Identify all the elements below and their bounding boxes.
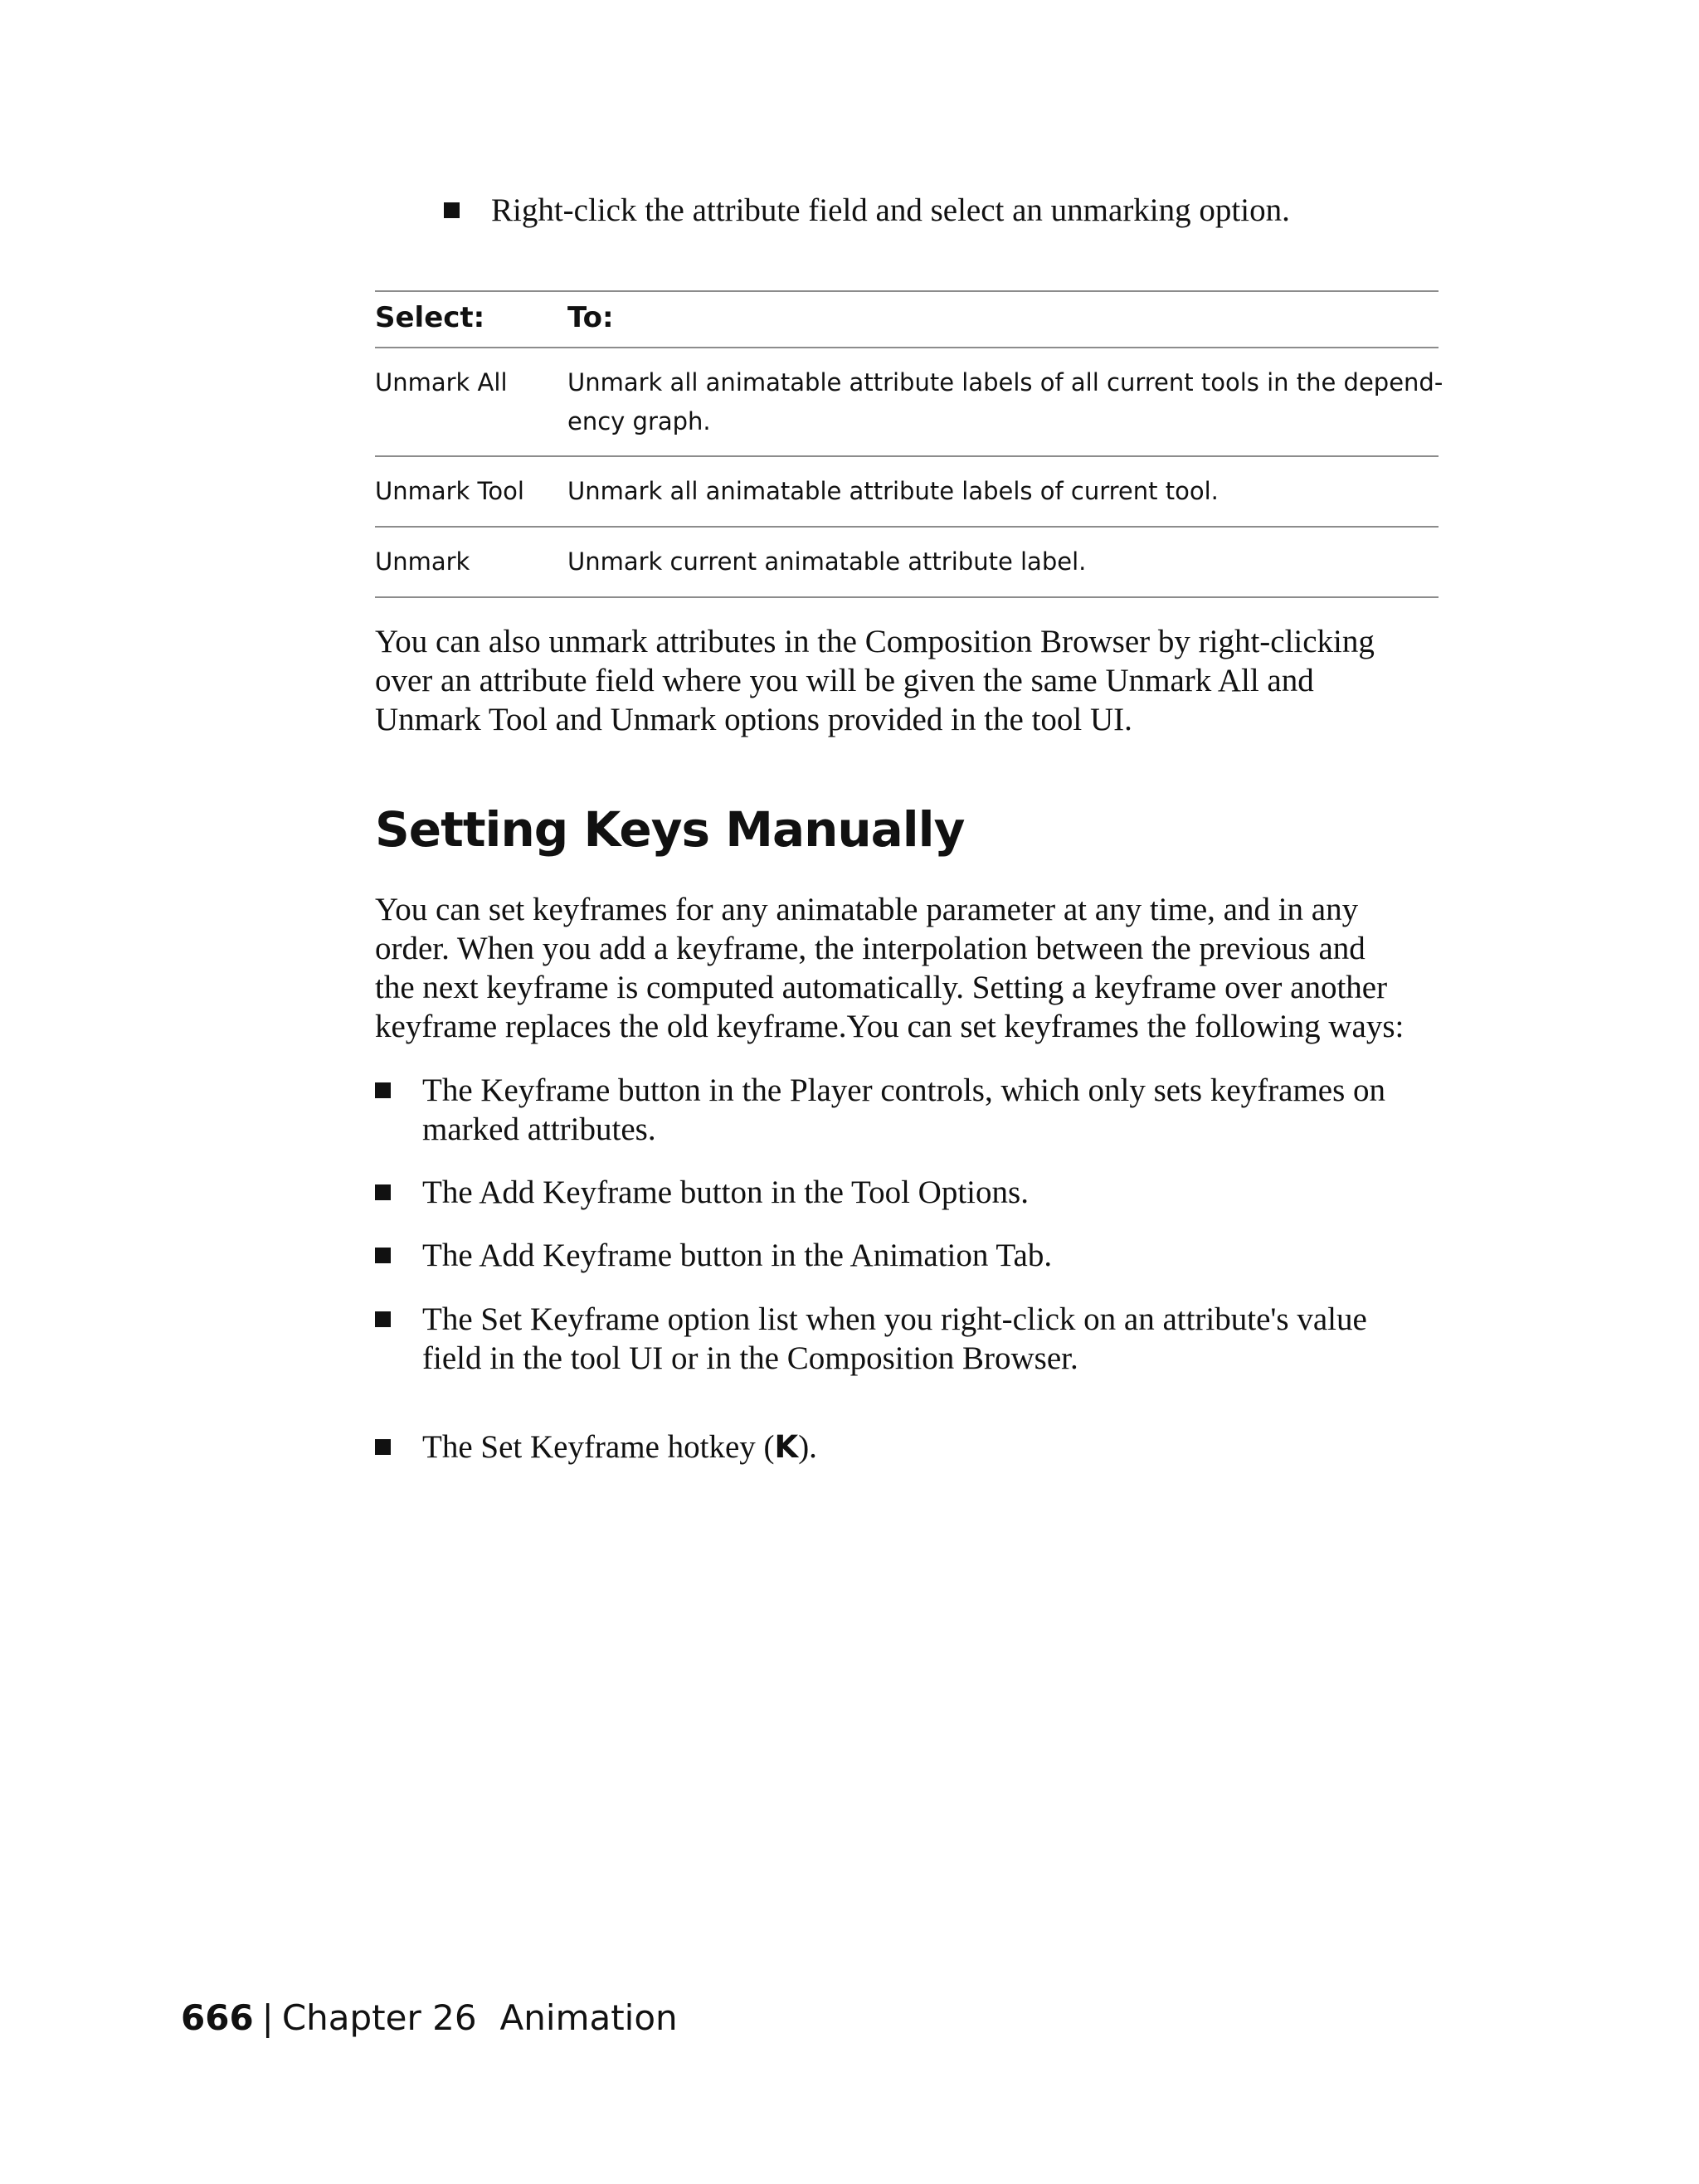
list-item-line: marked attributes. xyxy=(422,1111,656,1147)
list-item-line: The Add Keyframe button in the Tool Options. xyxy=(422,1175,1029,1210)
page-footer xyxy=(181,1995,678,2041)
paragraph-line: Unmark Tool and Unmark options provided in the tool UI. xyxy=(375,702,1132,737)
list-item-line: The Add Keyframe button in the Animation Tab. xyxy=(422,1238,1053,1273)
keyframes-intro-paragraph xyxy=(375,890,1453,1046)
paragraph-line: You can also unmark attributes in the Composition Browser by right-clicking xyxy=(375,624,1375,659)
table-row-3-select: Unmark xyxy=(375,547,470,576)
table-row-rule xyxy=(375,455,1439,457)
chapter-label: Chapter 26 xyxy=(281,1997,477,2038)
hotkey-prefix: The Set Keyframe hotkey ( xyxy=(422,1429,775,1465)
page-number: 666 xyxy=(181,1997,254,2038)
list-item-line: The Keyframe button in the Player controls, which only sets keyframes on xyxy=(422,1073,1386,1108)
list-item-hotkey xyxy=(375,1428,817,1467)
square-bullet-icon xyxy=(375,1184,391,1200)
paragraph-line: over an attribute field where you will be given the same Unmark All and xyxy=(375,663,1314,698)
square-bullet-icon xyxy=(375,1311,391,1327)
table-header-to: To: xyxy=(567,301,614,334)
paragraph-line: You can set keyframes for any animatable parameter at any time, and in any xyxy=(375,892,1359,927)
square-bullet-icon xyxy=(444,202,460,218)
list-item xyxy=(375,1236,1052,1275)
footer-separator: | xyxy=(261,1997,274,2038)
table-row-1-to-line-2: ency graph. xyxy=(567,407,711,435)
hotkey-key: K xyxy=(774,1429,799,1465)
table-row-1-select: Unmark All xyxy=(375,368,508,396)
hotkey-suffix: ). xyxy=(798,1429,817,1465)
list-item-line: field in the tool UI or in the Composition Browser. xyxy=(422,1340,1078,1376)
square-bullet-icon xyxy=(375,1439,391,1455)
list-item xyxy=(375,1300,1367,1378)
table-row-rule xyxy=(375,526,1439,528)
paragraph-line: the next keyframe is computed automatically. Setting a keyframe over another xyxy=(375,970,1388,1005)
table-top-rule xyxy=(375,290,1439,292)
chapter-title: Animation xyxy=(499,1997,678,2038)
paragraph-line: order. When you add a keyframe, the interpolation between the previous and xyxy=(375,931,1366,966)
list-item-line: The Set Keyframe option list when you right-click on an attribute's value xyxy=(422,1301,1367,1337)
section-title: Setting Keys Manually xyxy=(375,801,965,858)
table-row-2-select: Unmark Tool xyxy=(375,477,524,505)
square-bullet-icon xyxy=(375,1082,391,1098)
list-item xyxy=(375,1071,1385,1149)
square-bullet-icon xyxy=(375,1248,391,1263)
table-header-rule xyxy=(375,347,1439,348)
unmark-paragraph xyxy=(375,622,1453,739)
table-row-3-to-line-1: Unmark current animatable attribute label. xyxy=(567,547,1087,576)
table-bottom-rule xyxy=(375,596,1439,598)
table-row-1-to-line-1: Unmark all animatable attribute labels of all current tools in the depend- xyxy=(567,368,1443,396)
top-bullet-item xyxy=(444,191,1290,230)
table-header-select: Select: xyxy=(375,301,485,334)
table-row-2-to-line-1: Unmark all animatable attribute labels of current tool. xyxy=(567,477,1219,505)
list-item xyxy=(375,1173,1029,1212)
paragraph-line: keyframe replaces the old keyframe.You can set keyframes the following ways: xyxy=(375,1009,1404,1044)
top-bullet-text: Right-click the attribute field and select an unmarking option. xyxy=(491,192,1290,228)
